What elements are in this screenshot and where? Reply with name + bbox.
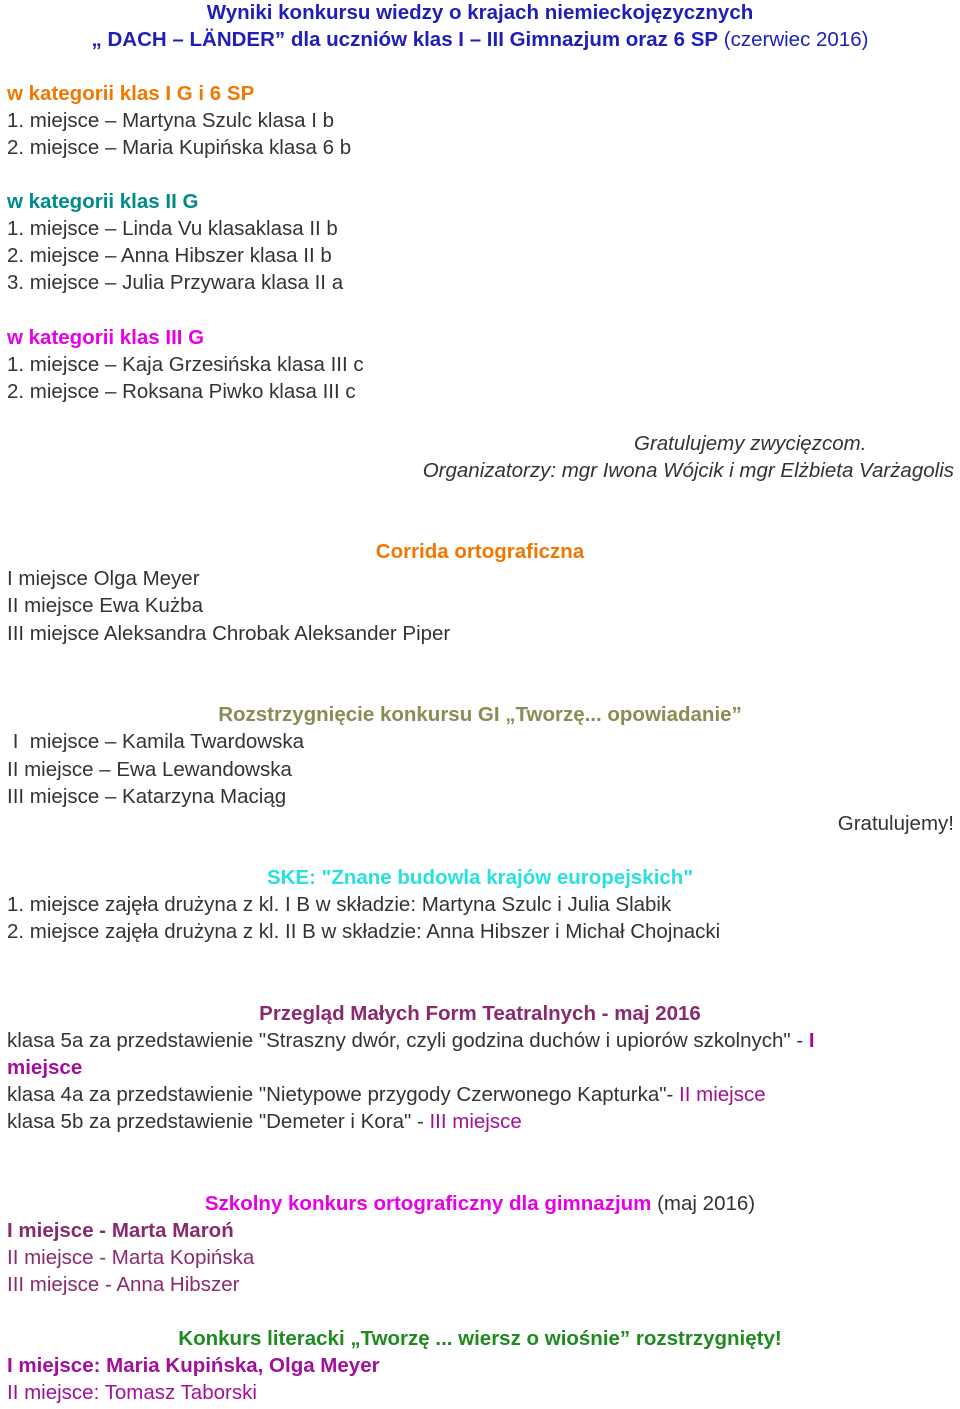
teatr-line-2-text: klasa 4a za przedstawienie "Nietypowe przygody Czerwonego Kapturka"-	[7, 1083, 680, 1106]
szkolny-first	[7, 1217, 234, 1244]
literacki-first-names: Maria Kupińska, Olga Meyer	[106, 1354, 380, 1377]
teatr-line-3-place: III miejsce	[429, 1110, 522, 1133]
list-item: II miejsce Ewa Kużba	[7, 594, 203, 617]
list-item: 3. miejsce – Julia Przywara klasa II a	[7, 271, 344, 294]
teatr-line-1	[7, 1027, 815, 1054]
literacki-title: Konkurs literacki „Tworzę ... wiersz o wiośnie” rozstrzygnięty!	[178, 1327, 782, 1350]
szkolny-title-date: (maj 2016)	[657, 1192, 756, 1215]
literacki-second: II miejsce: Tomasz Taborski	[7, 1381, 257, 1404]
tworze-congrats: Gratulujemy!	[837, 812, 954, 835]
szkolny-title	[0, 1190, 960, 1217]
teatr-line-2-place: II miejsce	[679, 1083, 766, 1106]
list-item: III miejsce - Anna Hibszer	[7, 1273, 240, 1296]
dach-category-1: w kategorii klas I G i 6 SP	[7, 82, 255, 105]
teatr-line-3	[7, 1108, 522, 1135]
list-item: 1. miejsce – Martyna Szulc klasa I b	[7, 109, 334, 132]
corrida-title: Corrida ortograficzna	[375, 540, 585, 563]
teatr-line-1-place: I	[808, 1029, 815, 1052]
szkolny-first-name: Marta Maroń	[111, 1219, 234, 1242]
teatr-line-3-text: klasa 5b za przedstawienie "Demeter i Kora" -	[7, 1110, 430, 1133]
list-item: II miejsce - Marta Kopińska	[7, 1246, 255, 1269]
list-item: 2. miejsce – Maria Kupińska klasa 6 b	[7, 136, 352, 159]
list-item: II miejsce – Ewa Lewandowska	[7, 758, 292, 781]
literacki-first	[7, 1352, 380, 1379]
teatr-line-1-text: klasa 5a za przedstawienie "Straszny dwór, czyli godzina duchów i upiorów szkolnych" -	[7, 1029, 809, 1052]
dach-subtitle-date: (czerwiec 2016)	[723, 28, 869, 51]
teatr-line-1-place-cont: miejsce	[7, 1056, 83, 1079]
teatr-title: Przegląd Małych Form Teatralnych - maj 2016	[259, 1002, 701, 1025]
szkolny-title-text: Szkolny konkurs ortograficzny dla gimnazjum	[204, 1192, 652, 1215]
list-item: 2. miejsce zajęła drużyna z kl. II B w składzie: Anna Hibszer i Michał Chojnacki	[7, 920, 721, 943]
list-item: I miejsce Olga Meyer	[7, 567, 200, 590]
list-item: III miejsce – Katarzyna Maciąg	[7, 785, 287, 808]
list-item: I miejsce – Kamila Twardowska	[7, 730, 304, 753]
dach-organizers: Organizatorzy: mgr Iwona Wójcik i mgr Elżbieta Varżagolis	[422, 459, 954, 482]
ske-title: SKE: "Znane budowla krajów europejskich"	[266, 866, 694, 889]
dach-title: Wyniki konkursu wiedzy o krajach niemieckojęzycznych	[206, 1, 754, 24]
teatr-line-2	[7, 1081, 766, 1108]
dach-category-3: w kategorii klas III G	[7, 326, 205, 349]
list-item: 1. miejsce – Kaja Grzesińska klasa III c	[7, 353, 364, 376]
list-item: 1. miejsce – Linda Vu klasaklasa II b	[7, 217, 338, 240]
list-item: III miejsce Aleksandra Chrobak Aleksander Piper	[7, 622, 451, 645]
dach-subtitle-bold: „ DACH – LÄNDER” dla uczniów klas I – III Gimnazjum oraz 6 SP	[91, 28, 719, 51]
dach-category-2: w kategorii klas II G	[7, 190, 199, 213]
szkolny-first-label: I miejsce -	[7, 1219, 112, 1242]
list-item: 2. miejsce – Roksana Piwko klasa III c	[7, 380, 356, 403]
tworze-title: Rozstrzygnięcie konkursu GI „Tworzę... opowiadanie”	[218, 703, 742, 726]
list-item: 1. miejsce zajęła drużyna z kl. I B w składzie: Martyna Szulc i Julia Slabik	[7, 893, 672, 916]
dach-congrats: Gratulujemy zwycięzcom.	[634, 432, 867, 455]
dach-subtitle	[0, 26, 960, 53]
list-item: 2. miejsce – Anna Hibszer klasa II b	[7, 244, 332, 267]
literacki-first-label: I miejsce:	[7, 1354, 107, 1377]
